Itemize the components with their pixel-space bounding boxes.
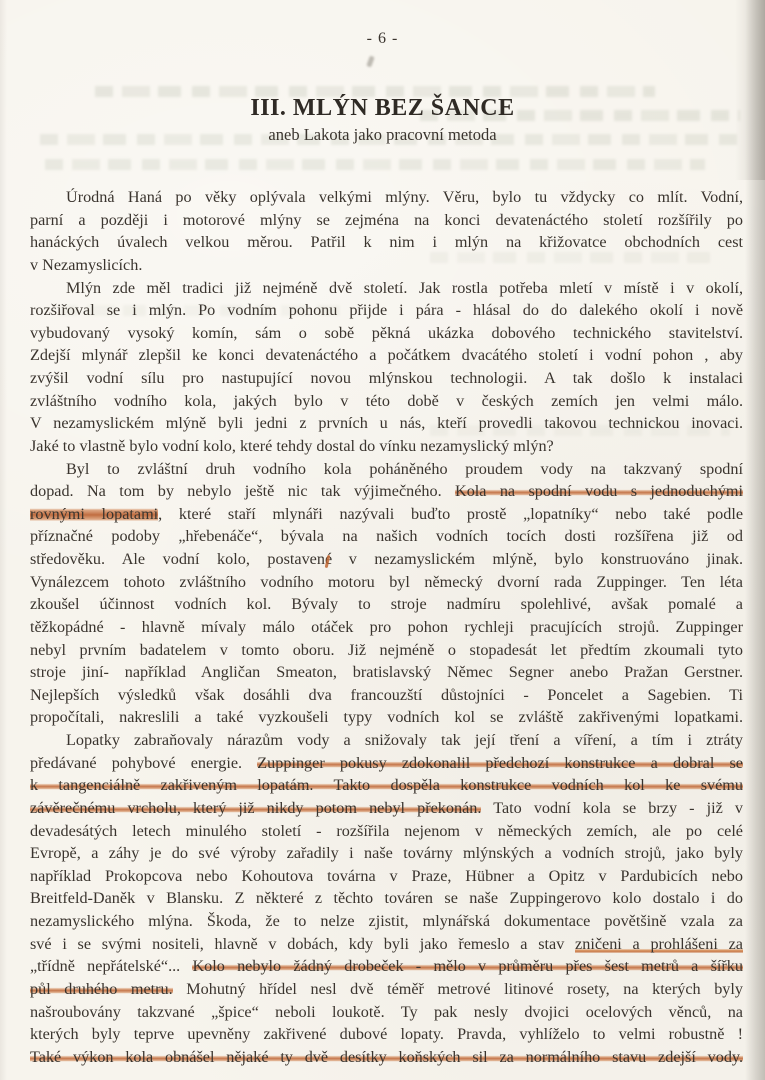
text-segment: Vynálezcem tohoto zvláštního vodního motoru byl německý dvorní rada Zuppinger. Ten léta [30, 572, 743, 591]
text-line [30, 774, 743, 797]
text-line [30, 661, 743, 684]
text-line [30, 344, 743, 367]
text-line [30, 797, 743, 820]
text-line [30, 820, 743, 843]
bleedthrough-smudge [45, 159, 705, 170]
text-line [30, 933, 743, 956]
highlight-strike-text: Kolo nebylo žádný drobeček - mělo v průměru přes šest metrů a šířku [192, 957, 743, 976]
text-segment: nezamyslického mlýna. Škoda, že to nelze zjistit, mlynářská dokumentace povětšině vzala za [30, 912, 743, 930]
highlight-strike-text: Kola na spodní vodu s jednoduchými [455, 482, 744, 501]
paragraph [30, 729, 743, 1068]
text-segment: hanáckých úvalech velkou měrou. Patřil k nim i mlýn na křižovatce obchodních cest [30, 233, 743, 252]
text-segment: středověku. Ale vodní kolo, [30, 550, 268, 568]
text-segment: Zdejší mlynář zlepšil ke konci devatenáctého a počátkem dvacátého století i vodní pohon , aby [30, 346, 743, 365]
text-segment: propočítali, nakreslili a také vyzkoušeli typy vodních kol se zvláště zakřivenými lopatkami. [30, 708, 743, 727]
page-subtitle: aneb Lakota jako pracovní metoda [268, 125, 497, 144]
text-line [30, 955, 743, 978]
text-line [30, 684, 743, 707]
text-line [30, 842, 743, 865]
text-line [30, 299, 743, 322]
page-number: - 6 - [366, 30, 399, 47]
highlight-heavy-text: rovnými lopatami [30, 504, 159, 523]
text-segment: zvýšil vodní sílu pro nastupující novou mlýnskou technologii. A tak došlo k instalaci [30, 369, 743, 387]
text-segment: příznačné podoby „hřebenáče“, bývala na našich vodních tocích dosti rozšířena již od [30, 527, 743, 546]
text-line [30, 322, 743, 345]
scan-edge-shadow-left [0, 0, 7, 1080]
text-line [30, 706, 743, 729]
text-line [30, 910, 743, 933]
paragraph [30, 458, 743, 730]
text-line [30, 1001, 743, 1024]
text-line [30, 525, 743, 548]
text-line [30, 277, 743, 300]
text-segment: předávané pohybové energie. [30, 753, 258, 772]
text-segment: Lopatky zabraňovaly nárazům vody a snižovaly tak její tření a víření, a tím i ztráty [66, 731, 743, 749]
text-line [30, 435, 743, 458]
text-segment: „třídně nepřátelské“... [30, 957, 193, 976]
text-line [30, 480, 743, 503]
text-segment: kterých byly teprve upevněny zakřivené dubové lopaty. Pravda, vyhlíželo to velmi robustně ! [30, 1025, 743, 1044]
text-line [30, 412, 743, 435]
text-segment: , které staří mlynáři nazývali buďto prostě „lopatníky“ nebo také podle [158, 504, 744, 523]
text-segment: dopad. Na tom by nebylo ještě nic tak výjimečného. [30, 482, 456, 501]
text-segment: nebyl prvním badatelem v tomto oboru. Již nejméně o stopadesát let předtím zkoumali tyto [30, 640, 743, 659]
paragraph [30, 186, 743, 277]
text-segment: parní a později i motorové mlýny se zejména na konci devatenáctého století rozšířily po [30, 210, 743, 229]
text-line [30, 1023, 743, 1046]
text-segment: Nejlepších výsledků však dosáhli dva francouzští důstojníci - Poncelet a Sagebien. Ti [30, 685, 743, 704]
text-line [30, 593, 743, 616]
text-line [30, 503, 743, 526]
text-segment: zvláštního vodního kola, jakých bylo v této době v českých zemích jen velmi málo. [30, 391, 743, 410]
text-segment: Úrodná Haná po věky oplývala velkými mlýny. Věru, bylo tu vždycky co mlít. Vodní, [66, 188, 743, 206]
text-line [30, 978, 743, 1001]
text-line [30, 254, 743, 277]
text-segment: vybudovaný vysoký komín, sám o sobě pěkná ukázka dobového technického stavitelství. [30, 323, 743, 342]
text-segment: stroje jiní- například Angličan Smeaton, bratislavský Němec Segner anebo Pražan Gerstner. [30, 663, 743, 682]
scan-edge-shadow-top-right [735, 0, 765, 180]
text-segment: Breitfeld-Daněk v Blansku. Z některé z těchto továren se naše Zuppingerovo kolo dostalo i do [30, 889, 743, 908]
highlight-strike-text: k tangenciálně zakřiveným lopatám. Takto dospěla konstrukce vodních kol ke svému [30, 776, 743, 795]
text-line [30, 752, 743, 775]
highlight-underline-text: zničeni a prohlášeni za [575, 934, 743, 953]
highlight-strike-text: Zuppinger pokusy zdokonalil předchozí konstrukce a dobral se [257, 753, 743, 772]
highlight-strike-text: půl druhého metru. [30, 979, 173, 998]
highlight-tick-text: postavené [267, 550, 333, 568]
text-line [30, 571, 743, 594]
text-segment: Tato vodní kola se brzy - již v [481, 798, 743, 817]
highlight-strike-text: závěrečnému vrcholu, který již nikdy potom nebyl překonán. [30, 798, 482, 817]
text-line [30, 458, 743, 481]
highlight-strike-text: Také výkon kola obnášel nějaké ty dvě desítky koňských sil za normálního stavu zdejší vody. [30, 1047, 743, 1066]
text-line [30, 616, 743, 639]
text-segment: rozšiřoval se i mlýn. Po vodním pohonu přijde i pára - hlásal do do dalekého okolí i nově [30, 301, 743, 320]
text-segment: Jaké to vlastně bylo vodní kolo, které tehdy dostal do vínku nezamyslický mlýn? [30, 436, 554, 455]
paragraph [30, 277, 743, 458]
text-segment: našroubovány takzvané „špice“ neboli loukotě. Ty pak nesly dvojici ocelových věnců, na [30, 1002, 743, 1021]
text-line [30, 639, 743, 662]
text-line [30, 548, 743, 571]
text-segment: Mlýn zde měl tradici již nejméně dvě století. Jak rostla potřeba mletí v místě i v okolí, [66, 278, 743, 297]
body-text [30, 186, 743, 1068]
ink-speck [366, 55, 374, 67]
text-segment: například Prokopcova nebo Kohoutova továrna v Praze, Hübner a Opitz v Pardubicích nebo [30, 866, 743, 885]
text-line [30, 1046, 743, 1069]
text-segment: devadesátých letech minulého století - rozšířila nejenom v německých zemích, ale po celé [30, 821, 743, 840]
text-line [30, 887, 743, 910]
text-line [30, 231, 743, 254]
text-segment: těžkopádné - hlavně mívaly málo otáček pro pohon rychleji pracujících strojů. Zuppinger [30, 617, 743, 636]
text-segment: V nezamyslickém mlýně byli jedni z prvních u nás, kteří provedli takovou technickou inovaci. [30, 414, 743, 433]
text-segment: Evropě, a záhy je do své výroby zařadily i naše továrny mlýnských a vodních strojů, jako byly [30, 844, 743, 863]
text-line [30, 729, 743, 752]
text-line [30, 209, 743, 232]
text-line [30, 186, 743, 209]
page-title: III. MLÝN BEZ ŠANCE [250, 95, 515, 121]
text-segment: v nezamyslickém mlýně, bylo konstruováno jinak. [331, 550, 743, 568]
text-segment: v Nezamyslicích. [30, 255, 143, 274]
text-segment: zkoušel účinnost vodních kol. Bývaly to stroje nadmíru spolehlivé, avšak pomalé a [30, 595, 743, 614]
text-segment: Mohutný hřídel nesl dvě téměř metrové litinové rosety, na kterých byly [172, 979, 743, 998]
text-segment: Byl to zvláštní druh vodního kola poháněného proudem vody na takzvaný spodní [66, 459, 743, 478]
text-segment: své i se svými nositeli, hlavně v dobách, kdy byli jako řemeslo a stav [30, 934, 576, 953]
text-line [30, 865, 743, 888]
text-line [30, 390, 743, 413]
text-line [30, 367, 743, 390]
